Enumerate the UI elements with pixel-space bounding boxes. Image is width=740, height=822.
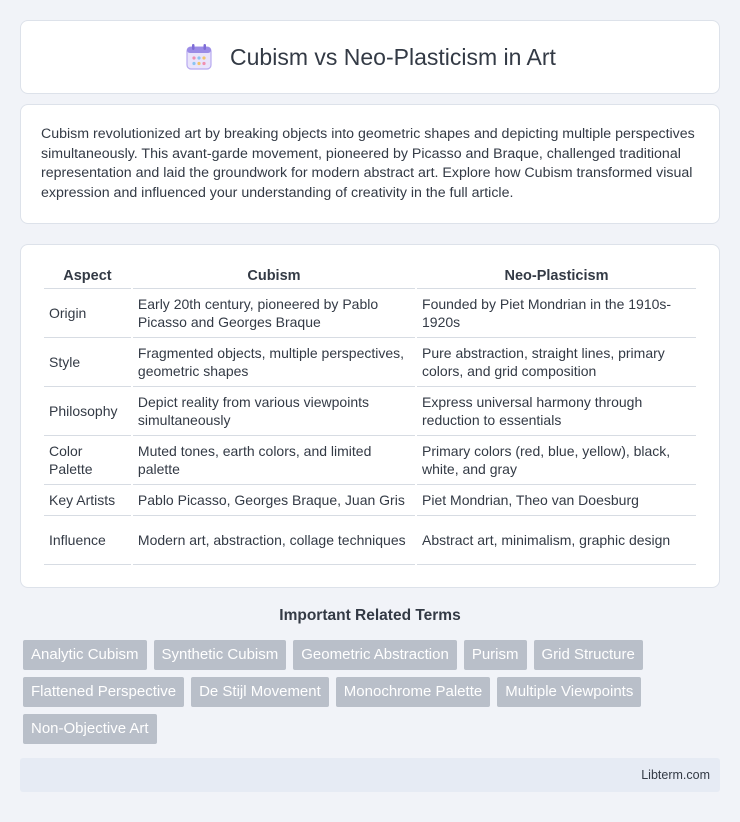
tag-multiple-viewpoints[interactable]: Multiple Viewpoints	[497, 677, 641, 707]
table-header-row	[44, 263, 696, 289]
tag-analytic-cubism[interactable]: Analytic Cubism	[23, 640, 147, 670]
tag-geometric-abstraction[interactable]: Geometric Abstraction	[293, 640, 457, 670]
header-card	[20, 20, 720, 94]
tag-grid-structure[interactable]: Grid Structure	[534, 640, 643, 670]
related-terms-title: Important Related Terms	[279, 607, 461, 624]
comparison-table	[42, 263, 698, 565]
footer	[20, 758, 720, 792]
neo-plasticism-cell: Primary colors (red, blue, yellow), black, white, and gray	[417, 436, 696, 485]
tag-purism[interactable]: Purism	[464, 640, 527, 670]
header-cubism: Cubism	[133, 263, 415, 289]
tag-de-stijl-movement[interactable]: De Stijl Movement	[191, 677, 329, 707]
tag-synthetic-cubism[interactable]: Synthetic Cubism	[154, 640, 287, 670]
neo-plasticism-cell: Express universal harmony through reduction to essentials	[417, 387, 696, 436]
header-inner	[184, 42, 556, 72]
cubism-cell: Modern art, abstraction, collage techniques	[133, 516, 415, 565]
aspect-cell: Key Artists	[44, 485, 131, 516]
aspect-cell: Philosophy	[44, 387, 131, 436]
neo-plasticism-cell: Abstract art, minimalism, graphic design	[417, 516, 696, 565]
table-row	[44, 436, 696, 485]
neo-plasticism-cell: Founded by Piet Mondrian in the 1910s-1920s	[417, 289, 696, 338]
calendar-grid-icon	[184, 42, 214, 72]
page-title: Cubism vs Neo-Plasticism in Art	[230, 43, 556, 70]
table-row	[44, 338, 696, 387]
intro-card	[20, 104, 720, 224]
aspect-cell: Influence	[44, 516, 131, 565]
cubism-cell: Pablo Picasso, Georges Braque, Juan Gris	[133, 485, 415, 516]
tag-non-objective-art[interactable]: Non-Objective Art	[23, 714, 157, 744]
header-aspect: Aspect	[44, 263, 131, 289]
aspect-cell: Style	[44, 338, 131, 387]
aspect-cell: Origin	[44, 289, 131, 338]
table-row	[44, 516, 696, 565]
aspect-cell: Color Palette	[44, 436, 131, 485]
footer-site-link[interactable]: Libterm.com	[641, 768, 710, 782]
header-neo-plasticism: Neo-Plasticism	[417, 263, 696, 289]
table-row	[44, 289, 696, 338]
table-row	[44, 485, 696, 516]
table-row	[44, 387, 696, 436]
tag-flattened-perspective[interactable]: Flattened Perspective	[23, 677, 184, 707]
comparison-table-card	[20, 244, 720, 588]
intro-text: Cubism revolutionized art by breaking objects into geometric shapes and depicting multiple perspectives simultaneously. This avant-garde movement, pioneered by Picasso and Braque, challenged traditional representation and laid the groundwork for modern abstract art. Explore how Cubism transformed visual expression and influenced your understanding of creativity in the full article.	[41, 126, 695, 201]
cubism-cell: Early 20th century, pioneered by Pablo Picasso and Georges Braque	[133, 289, 415, 338]
cubism-cell: Depict reality from various viewpoints simultaneously	[133, 387, 415, 436]
cubism-cell: Muted tones, earth colors, and limited palette	[133, 436, 415, 485]
related-terms-tags	[23, 640, 703, 744]
neo-plasticism-cell: Piet Mondrian, Theo van Doesburg	[417, 485, 696, 516]
tag-monochrome-palette[interactable]: Monochrome Palette	[336, 677, 490, 707]
cubism-cell: Fragmented objects, multiple perspectives, geometric shapes	[133, 338, 415, 387]
neo-plasticism-cell: Pure abstraction, straight lines, primary colors, and grid composition	[417, 338, 696, 387]
